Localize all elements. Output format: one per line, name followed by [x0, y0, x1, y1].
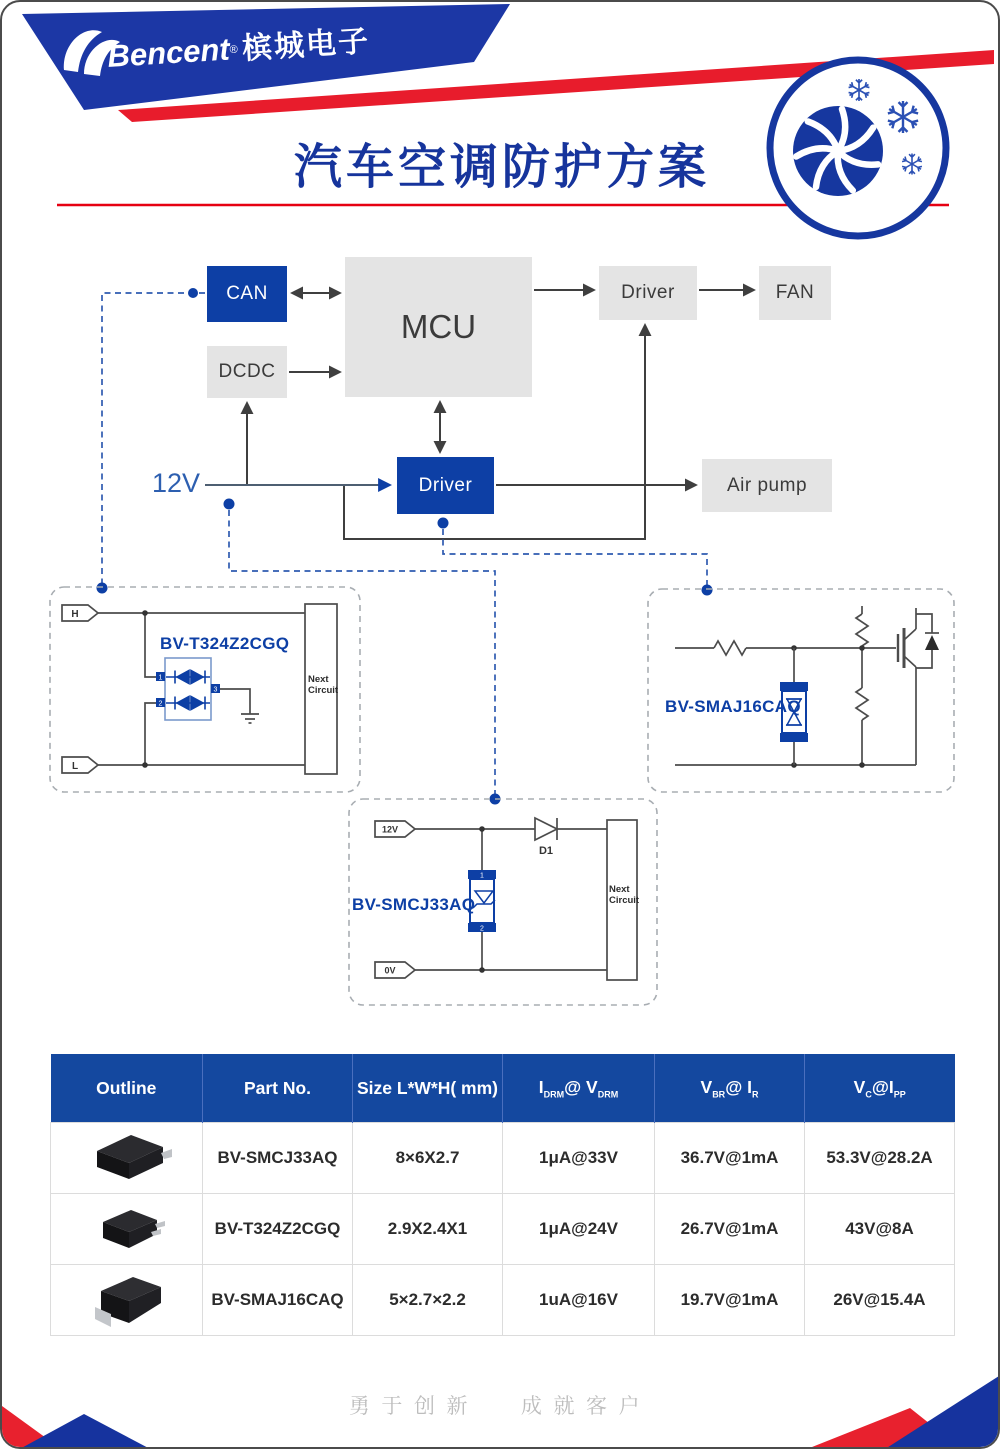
next-circuit-label-middle: Next Circuit: [609, 884, 640, 907]
chip-outline-cell: [51, 1265, 203, 1336]
page-title: 汽车空调防护方案: [293, 140, 710, 194]
part-label-middle: BV-SMCJ33AQ: [352, 895, 476, 914]
tag-0v: 0V: [384, 965, 396, 976]
table-header-row: [51, 1054, 955, 1123]
next-circuit-label-left: Next Circuit: [308, 674, 339, 697]
circuit-left-schematic: [62, 604, 337, 774]
col-header-vc: $V_C@I_{PP}$: [805, 1054, 955, 1123]
idrm-cell: 1μA@33V: [503, 1123, 655, 1194]
idrm-cell: 1μA@24V: [503, 1194, 655, 1265]
part-cell: BV-SMCJ33AQ: [203, 1123, 353, 1194]
svg-text:1: 1: [480, 872, 484, 880]
size-cell: 5×2.7×2.2: [353, 1265, 503, 1336]
table-row: [51, 1123, 955, 1194]
slogan-part-1: 勇于创新: [348, 1395, 480, 1418]
col-header-part: Part No.: [203, 1054, 353, 1123]
block-dcdc: DCDC: [207, 346, 287, 398]
label-12v: 12V: [152, 468, 201, 498]
vbr-cell: 19.7V@1mA: [655, 1265, 805, 1336]
tag-12v: 12V: [381, 824, 399, 835]
chip-outline-cell: [51, 1194, 203, 1265]
brand-name-cn: 槟城电子: [241, 24, 371, 66]
footer-slogan: [2, 1390, 998, 1420]
col-header-idrm: $I_{DRM}@$ $V_{DRM}$: [503, 1054, 655, 1123]
diode-symbol: [925, 635, 939, 650]
tag-h: H: [71, 609, 79, 620]
vc-cell: 53.3V@28.2A: [805, 1123, 955, 1194]
col-header-outline: Outline: [51, 1054, 203, 1123]
part-cell: BV-T324Z2CGQ: [203, 1194, 353, 1265]
svg-text:1: 1: [158, 674, 163, 682]
brand-name-en: Bencent: [106, 31, 231, 74]
size-cell: 2.9X2.4X1: [353, 1194, 503, 1265]
vc-cell: 43V@8A: [805, 1194, 955, 1265]
spec-table-wrap: [50, 1054, 955, 1336]
col-header-vbr: $V_{BR}@$ $I_R$: [655, 1054, 805, 1123]
tag-l: L: [71, 761, 79, 772]
block-driver-top: Driver: [599, 266, 697, 320]
size-cell: 8×6X2.7: [353, 1123, 503, 1194]
diode-label: D1: [538, 845, 554, 857]
part-label-right: BV-SMAJ16CAQ: [665, 697, 801, 716]
block-mcu: MCU: [345, 257, 532, 397]
registered-mark: ®: [229, 43, 239, 57]
chip-outline-icon: [77, 1125, 177, 1187]
vbr-cell: 26.7V@1mA: [655, 1194, 805, 1265]
col-header-size: Size L*W*H( mm): [353, 1054, 503, 1123]
spec-table: [50, 1054, 955, 1336]
vc-cell: 26V@15.4A: [805, 1265, 955, 1336]
table-row: [51, 1194, 955, 1265]
idrm-cell: 1uA@16V: [503, 1265, 655, 1336]
slogan-part-2: 成就客户: [520, 1395, 652, 1418]
chip-outline-icon: [77, 1267, 177, 1329]
fan-blades-icon: [793, 106, 883, 196]
block-can: CAN: [207, 266, 287, 322]
circuit-right-schematic: [675, 606, 939, 768]
part-cell: BV-SMAJ16CAQ: [203, 1265, 353, 1336]
svg-text:2: 2: [480, 925, 484, 933]
svg-text:2: 2: [158, 700, 163, 708]
block-driver-bottom: Driver: [397, 457, 494, 514]
part-label-left: BV-T324Z2CGQ: [160, 634, 290, 653]
chip-outline-cell: [51, 1123, 203, 1194]
fan-badge-icon: [770, 60, 946, 236]
table-row: [51, 1265, 955, 1336]
block-air-pump: Air pump: [702, 459, 832, 512]
chip-outline-icon: [77, 1196, 177, 1258]
svg-text:3: 3: [213, 686, 218, 694]
block-fan: FAN: [759, 266, 831, 320]
vbr-cell: 36.7V@1mA: [655, 1123, 805, 1194]
